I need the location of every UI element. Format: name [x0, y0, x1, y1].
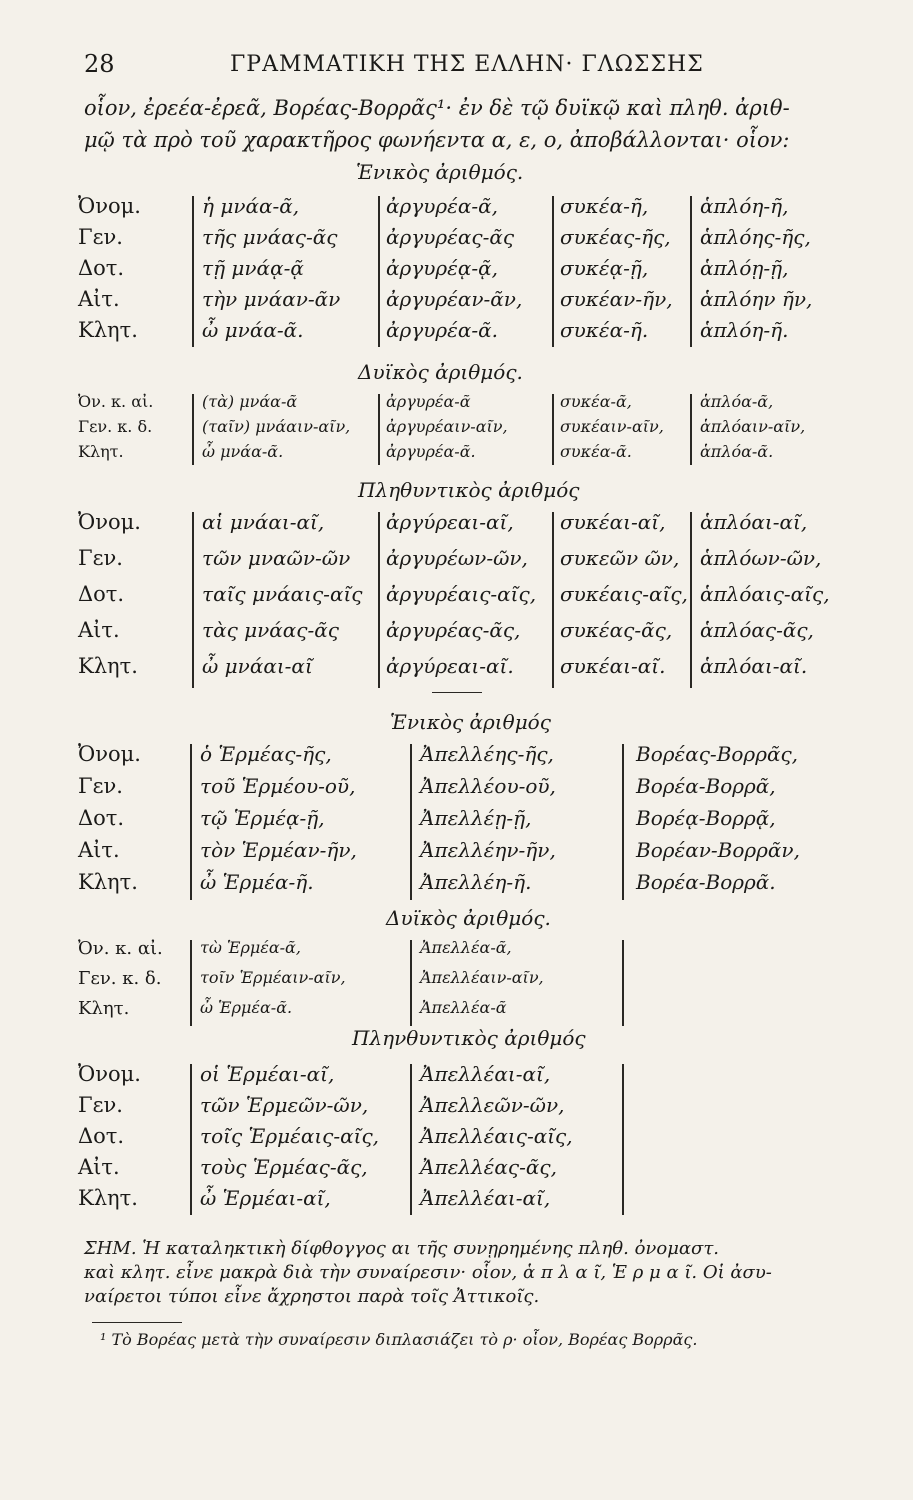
table2-plural-form-cell: Ἀπελλέας-ᾶς,	[420, 1155, 557, 1179]
table1-plural-form-cell: συκεῶν ῶν,	[560, 546, 680, 570]
table1-singular-form-cell: ἁπλόη-ῆ,	[700, 194, 789, 218]
table2-plural-form-cell: Ἀπελλεῶν-ῶν,	[420, 1093, 565, 1117]
table1-plural-form-cell: ἀργυρέαις-αῖς,	[386, 582, 537, 606]
note-line-3: ναίρετοι τύποι εἶνε ἄχρηστοι παρὰ τοῖς Ἀττικοῖς.	[84, 1286, 540, 1307]
table2-plural-case-label: Κλητ.	[78, 1186, 138, 1210]
table1-singular-form-cell: συκέας-ῆς,	[560, 225, 671, 249]
table1-singular-form-cell: ἀργυρέα-ᾶ.	[386, 318, 498, 342]
table1-dual-case-label: Κλητ.	[78, 442, 124, 461]
table2-singular-form-cell: Ἀπελλέης-ῆς,	[420, 742, 554, 766]
table2-singular-form-cell: τῷ Ἑρμέᾳ-ῇ,	[200, 806, 325, 830]
table1-plural-form-cell: συκέαι-αῖ,	[560, 510, 666, 534]
table2-plural-case-label: Γεν.	[78, 1093, 123, 1117]
table1-plural-form-cell: συκέαι-αῖ.	[560, 654, 666, 678]
table1-dual-form-cell: ἁπλόα-ᾶ.	[700, 442, 774, 461]
table1-dual-case-label: Ὀν. κ. αἰ.	[78, 392, 154, 411]
table1-singular-form-cell: τὴν μνάαν-ᾶν	[202, 287, 341, 311]
column-rule	[190, 744, 192, 900]
column-rule	[622, 744, 624, 900]
footnote-rule	[92, 1322, 182, 1323]
column-rule	[192, 196, 194, 347]
table2-plural-title: Πληνθυντικὸς ἀριθμός	[352, 1026, 586, 1050]
table1-dual-case-label: Γεν. κ. δ.	[78, 417, 153, 436]
footnote: ¹ Τὸ Βορέας μετὰ τὴν συναίρεσιν διπλασιάζει τὸ ρ· οἷον, Βορέας Βορρᾶς.	[100, 1330, 698, 1349]
table1-singular-case-label: Κλητ.	[78, 318, 138, 342]
table2-plural-form-cell: τῶν Ἑρμεῶν-ῶν,	[200, 1093, 369, 1117]
table2-dual-title: Δυϊκὸς ἀριθμός.	[386, 906, 551, 930]
table1-singular-case-label: Αἰτ.	[78, 287, 120, 311]
column-rule	[690, 512, 692, 688]
table1-plural-form-cell: ὦ μνάαι-αῖ	[202, 654, 313, 678]
table2-singular-form-cell: τὸν Ἑρμέαν-ῆν,	[200, 838, 357, 862]
table2-singular-form-cell: τοῦ Ἑρμέου-οῦ,	[200, 774, 356, 798]
table2-singular-form-cell: Ἀπελλέην-ῆν,	[420, 838, 556, 862]
column-rule	[378, 196, 380, 347]
table2-plural-form-cell: Ἀπελλέαι-αῖ,	[420, 1062, 551, 1086]
table1-singular-form-cell: ἀργυρέα-ᾶ,	[386, 194, 498, 218]
table1-singular-form-cell: ἡ μνάα-ᾶ,	[202, 194, 300, 218]
column-rule	[410, 940, 412, 1026]
table1-dual-form-cell: (ταῖν) μνάαιν-αῖν,	[202, 417, 351, 436]
table2-plural-form-cell: τοὺς Ἑρμέας-ᾶς,	[200, 1155, 368, 1179]
table1-singular-case-label: Γεν.	[78, 225, 123, 249]
table2-dual-case-label: Γεν. κ. δ.	[78, 968, 162, 989]
table1-singular-form-cell: ἀργυρέᾳ-ᾷ,	[386, 256, 498, 280]
table1-plural-form-cell: ἁπλόων-ῶν,	[700, 546, 822, 570]
table2-singular-form-cell: ὦ Ἑρμέα-ῆ.	[200, 870, 314, 894]
table1-singular-title: Ἑνικὸς ἀριθμός.	[356, 160, 524, 184]
table2-plural-case-label: Δοτ.	[78, 1124, 125, 1148]
page-number: 28	[84, 50, 115, 78]
table1-dual-title: Δυϊκὸς ἀριθμός.	[358, 360, 523, 384]
table2-singular-form-cell: Βορέαν-Βορρᾶν,	[636, 838, 800, 862]
table1-singular-form-cell: συκέᾳ-ῇ,	[560, 256, 649, 280]
table1-dual-form-cell: ἀργυρέα-ᾶ	[386, 392, 471, 411]
table2-singular-form-cell: Ἀπελλέου-οῦ,	[420, 774, 556, 798]
table1-singular-case-label: Δοτ.	[78, 256, 125, 280]
table1-plural-case-label: Γεν.	[78, 546, 123, 570]
table2-plural-case-label: Αἰτ.	[78, 1155, 120, 1179]
table1-plural-form-cell: ἀργυρέας-ᾶς,	[386, 618, 521, 642]
table1-plural-form-cell: τῶν μναῶν-ῶν	[202, 546, 351, 570]
column-rule	[192, 394, 194, 465]
table2-singular-title: Ἑνικὸς ἀριθμός	[390, 710, 551, 734]
table1-dual-form-cell: ἁπλόα-ᾶ,	[700, 392, 774, 411]
table2-plural-form-cell: οἱ Ἑρμέαι-αῖ,	[200, 1062, 335, 1086]
note-line-2: καὶ κλητ. εἶνε μακρὰ διὰ τὴν συναίρεσιν· οἷον, ἁ π λ α ῖ, Ἑ ρ μ α ῖ. Οἱ ἀσυ-	[84, 1262, 772, 1283]
column-rule	[690, 196, 692, 347]
column-rule	[622, 1064, 624, 1215]
table1-plural-form-cell: ἁπλόαις-αῖς,	[700, 582, 830, 606]
table2-singular-case-label: Αἰτ.	[78, 838, 120, 862]
table1-singular-form-cell: ἀργυρέας-ᾶς	[386, 225, 515, 249]
column-rule	[552, 394, 554, 465]
table1-plural-case-label: Δοτ.	[78, 582, 125, 606]
table1-plural-form-cell: αἱ μνάαι-αῖ,	[202, 510, 325, 534]
table1-dual-form-cell: (τὰ) μνάα-ᾶ	[202, 392, 298, 411]
column-rule	[690, 394, 692, 465]
table1-singular-form-cell: ἀργυρέαν-ᾶν,	[386, 287, 523, 311]
table2-singular-form-cell: Ἀπελλέῃ-ῇ,	[420, 806, 532, 830]
table1-dual-form-cell: συκέαιν-αῖν,	[560, 417, 664, 436]
section-separator	[432, 692, 482, 693]
table2-dual-form-cell: Ἀπελλέαιν-αῖν,	[420, 968, 544, 987]
table1-plural-form-cell: συκέας-ᾶς,	[560, 618, 673, 642]
running-title: ΓΡΑΜΜΑΤΙΚΗ ΤΗΣ ΕΛΛΗΝ· ΓΛΩΣΣΗΣ	[230, 52, 704, 77]
table1-singular-case-label: Ὀνομ.	[78, 194, 141, 218]
table1-plural-form-cell: τὰς μνάας-ᾶς	[202, 618, 339, 642]
table1-plural-form-cell: ἁπλόαι-αῖ.	[700, 654, 808, 678]
table1-singular-form-cell: ἁπλόην ῆν,	[700, 287, 813, 311]
table2-singular-case-label: Ὀνομ.	[78, 742, 141, 766]
table2-dual-case-label: Ὀν. κ. αἰ.	[78, 938, 163, 959]
table1-singular-form-cell: ἁπλόης-ῆς,	[700, 225, 811, 249]
table1-dual-form-cell: συκέα-ᾶ.	[560, 442, 632, 461]
table1-plural-form-cell: ἁπλόας-ᾶς,	[700, 618, 814, 642]
column-rule	[410, 1064, 412, 1215]
table1-plural-title: Πληθυντικὸς ἀριθμός	[358, 478, 580, 502]
table2-plural-form-cell: Ἀπελλέαι-αῖ,	[420, 1186, 551, 1210]
table1-singular-form-cell: ἁπλόῃ-ῇ,	[700, 256, 789, 280]
table1-dual-form-cell: ἀργυρέαιν-αῖν,	[386, 417, 508, 436]
table1-plural-form-cell: ἀργύρεαι-αῖ.	[386, 654, 514, 678]
table1-singular-form-cell: τῇ μνάᾳ-ᾷ	[202, 256, 304, 280]
table2-dual-form-cell: Ἀπελλέα-ᾶ	[420, 998, 507, 1017]
table2-plural-case-label: Ὀνομ.	[78, 1062, 141, 1086]
table1-singular-form-cell: τῆς μνάας-ᾶς	[202, 225, 338, 249]
table2-singular-form-cell: ὁ Ἑρμέας-ῆς,	[200, 742, 332, 766]
table1-singular-form-cell: συκέα-ῆ,	[560, 194, 649, 218]
intro-line-1: οἷον, ἐρεέα-ἐρεᾶ, Βορέας-Βορρᾶς¹· ἐν δὲ τῷ δυϊκῷ καὶ πληθ. ἀριθ-	[84, 96, 790, 120]
table2-singular-case-label: Γεν.	[78, 774, 123, 798]
column-rule	[190, 1064, 192, 1215]
column-rule	[378, 394, 380, 465]
table2-dual-form-cell: ὦ Ἑρμέα-ᾶ.	[200, 998, 293, 1017]
table2-dual-form-cell: τοῖν Ἑρμέαιν-αῖν,	[200, 968, 346, 987]
column-rule	[192, 512, 194, 688]
table2-singular-form-cell: Βορέα-Βορρᾶ.	[636, 870, 776, 894]
table1-plural-form-cell: ταῖς μνάαις-αῖς	[202, 582, 363, 606]
column-rule	[552, 512, 554, 688]
note-line-1: ΣΗΜ. Ἡ καταληκτικὴ δίφθογγος αι τῆς συνῃρημένης πληθ. ὀνομαστ.	[84, 1238, 720, 1259]
table2-dual-form-cell: Ἀπελλέα-ᾶ,	[420, 938, 512, 957]
column-rule	[378, 512, 380, 688]
table1-plural-form-cell: ἀργύρεαι-αῖ,	[386, 510, 514, 534]
table1-dual-form-cell: ὦ μνάα-ᾶ.	[202, 442, 284, 461]
table1-singular-form-cell: ἁπλόη-ῆ.	[700, 318, 789, 342]
table1-plural-form-cell: ἀργυρέων-ῶν,	[386, 546, 528, 570]
table2-singular-form-cell: Βορέας-Βορρᾶς,	[636, 742, 799, 766]
table1-singular-form-cell: συκέα-ῆ.	[560, 318, 649, 342]
table1-singular-form-cell: ὦ μνάα-ᾶ.	[202, 318, 304, 342]
table1-singular-form-cell: συκέαν-ῆν,	[560, 287, 673, 311]
table2-plural-form-cell: τοῖς Ἑρμέαις-αῖς,	[200, 1124, 380, 1148]
table1-plural-case-label: Κλητ.	[78, 654, 138, 678]
table2-plural-form-cell: Ἀπελλέαις-αῖς,	[420, 1124, 573, 1148]
column-rule	[622, 940, 624, 1026]
table1-dual-form-cell: συκέα-ᾶ,	[560, 392, 632, 411]
table1-plural-case-label: Αἰτ.	[78, 618, 120, 642]
table2-dual-case-label: Κλητ.	[78, 998, 130, 1019]
intro-line-2: μῷ τὰ πρὸ τοῦ χαρακτῆρος φωνήεντα α, ε, ο, ἀποβάλλονται· οἷον:	[84, 128, 790, 152]
table1-plural-form-cell: συκέαις-αῖς,	[560, 582, 688, 606]
table2-singular-form-cell: Βορέα-Βορρᾶ,	[636, 774, 776, 798]
table1-dual-form-cell: ἀργυρέα-ᾶ.	[386, 442, 476, 461]
column-rule	[190, 940, 192, 1026]
column-rule	[410, 744, 412, 900]
table2-plural-form-cell: ὦ Ἑρμέαι-αῖ,	[200, 1186, 331, 1210]
table2-singular-form-cell: Ἀπελλέη-ῆ.	[420, 870, 532, 894]
table2-dual-form-cell: τὼ Ἑρμέα-ᾶ,	[200, 938, 301, 957]
table2-singular-form-cell: Βορέᾳ-Βορρᾷ,	[636, 806, 776, 830]
table2-singular-case-label: Δοτ.	[78, 806, 125, 830]
table1-plural-form-cell: ἁπλόαι-αῖ,	[700, 510, 808, 534]
table1-plural-case-label: Ὀνομ.	[78, 510, 141, 534]
table1-dual-form-cell: ἁπλόαιν-αῖν,	[700, 417, 806, 436]
column-rule	[552, 196, 554, 347]
table2-singular-case-label: Κλητ.	[78, 870, 138, 894]
